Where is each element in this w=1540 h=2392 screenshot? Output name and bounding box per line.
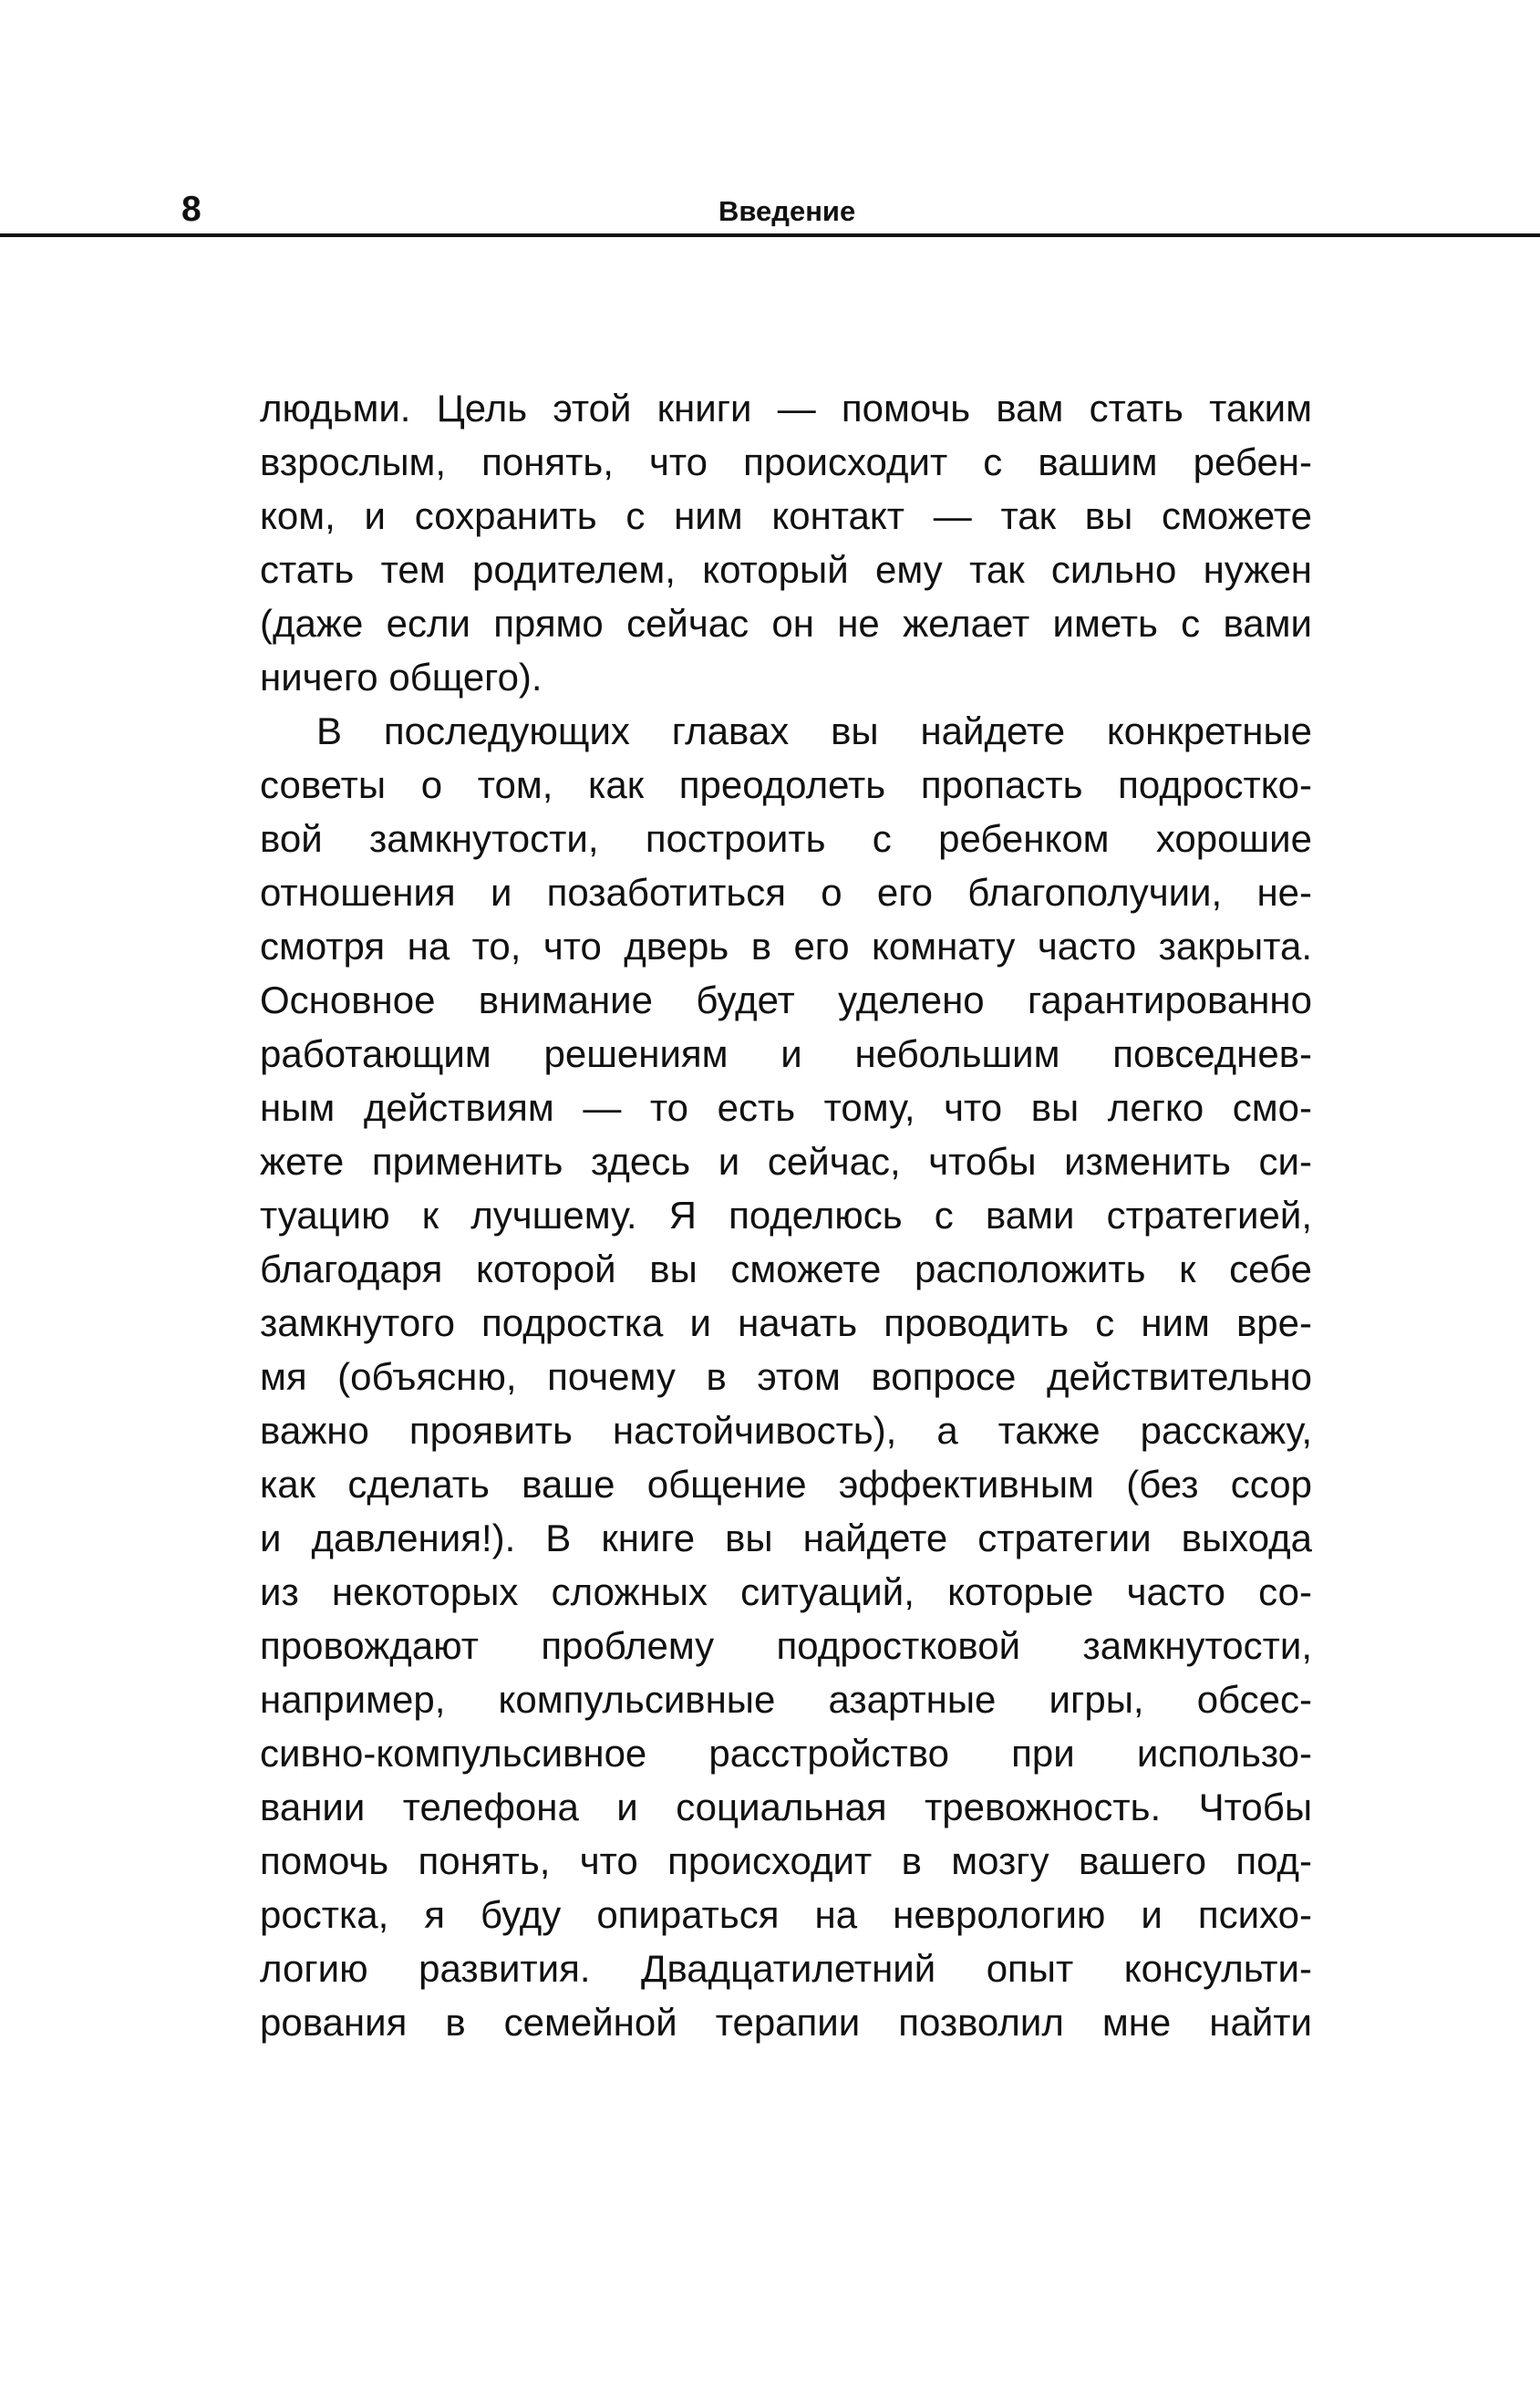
text-line: провождают проблему подростковой замкнутости, <box>260 1624 1312 1667</box>
paragraph-last-line: ничего общего). <box>260 656 543 699</box>
text-line: и давления!). В книге вы найдете стратегии выхода <box>260 1517 1312 1559</box>
text-line: логию развития. Двадцатилетний опыт консульти- <box>260 1947 1312 1990</box>
text-line: из некоторых сложных ситуаций, которые часто со- <box>260 1570 1312 1613</box>
text-line: взрослым, понять, что происходит с вашим ребен- <box>260 440 1312 483</box>
section-title: Введение <box>718 195 856 227</box>
text-line: помочь понять, что происходит в мозгу вашего под- <box>260 1839 1312 1882</box>
text-line: смотря на то, что дверь в его комнату часто закрыта. <box>260 925 1312 968</box>
text-line: отношения и позаботиться о его благополучии, не- <box>260 871 1312 914</box>
text-line: как сделать ваше общение эффективным (без ссор <box>260 1463 1312 1506</box>
text-line: туацию к лучшему. Я поделюсь с вами стратегией, <box>260 1194 1312 1237</box>
text-line: замкнутого подростка и начать проводить с ним вре- <box>260 1301 1312 1344</box>
text-line: сивно-компульсивное расстройство при использо- <box>260 1732 1312 1775</box>
text-line: рования в семейной терапии позволил мне найти <box>260 2001 1312 2044</box>
text-line: Основное внимание будет уделено гарантированно <box>260 979 1312 1021</box>
text-line: советы о том, как преодолеть пропасть подростко- <box>260 763 1312 806</box>
page-number: 8 <box>181 190 202 229</box>
text-line: людьми. Цель этой книги — помочь вам стать таким <box>260 387 1312 430</box>
text-line: важно проявить настойчивость), а также расскажу, <box>260 1409 1312 1452</box>
text-line: (даже если прямо сейчас он не желает иметь с вами <box>260 602 1312 645</box>
text-line: стать тем родителем, который ему так сильно нужен <box>260 548 1312 591</box>
text-line: благодаря которой вы сможете расположить к себе <box>260 1248 1312 1290</box>
text-line: ростка, я буду опираться на неврологию и психо- <box>260 1893 1312 1936</box>
text-line: вании телефона и социальная тревожность. Чтобы <box>260 1786 1312 1828</box>
paragraph-first-line: В последующих главах вы найдете конкретные <box>316 709 1312 752</box>
text-line: мя (объясню, почему в этом вопросе действительно <box>260 1355 1312 1398</box>
body-text <box>260 381 1312 2049</box>
text-line: ным действиям — то есть тому, что вы легко смо- <box>260 1086 1312 1129</box>
text-line: например, компульсивные азартные игры, обсес- <box>260 1678 1312 1721</box>
text-line: вой замкнутости, построить с ребенком хорошие <box>260 817 1312 860</box>
running-head <box>0 0 1540 239</box>
text-line: ком, и сохранить с ним контакт — так вы сможете <box>260 494 1312 537</box>
header-rule <box>0 233 1540 237</box>
text-line: работающим решениям и небольшим повседнев- <box>260 1032 1312 1075</box>
text-line: жете применить здесь и сейчас, чтобы изменить си- <box>260 1140 1312 1183</box>
